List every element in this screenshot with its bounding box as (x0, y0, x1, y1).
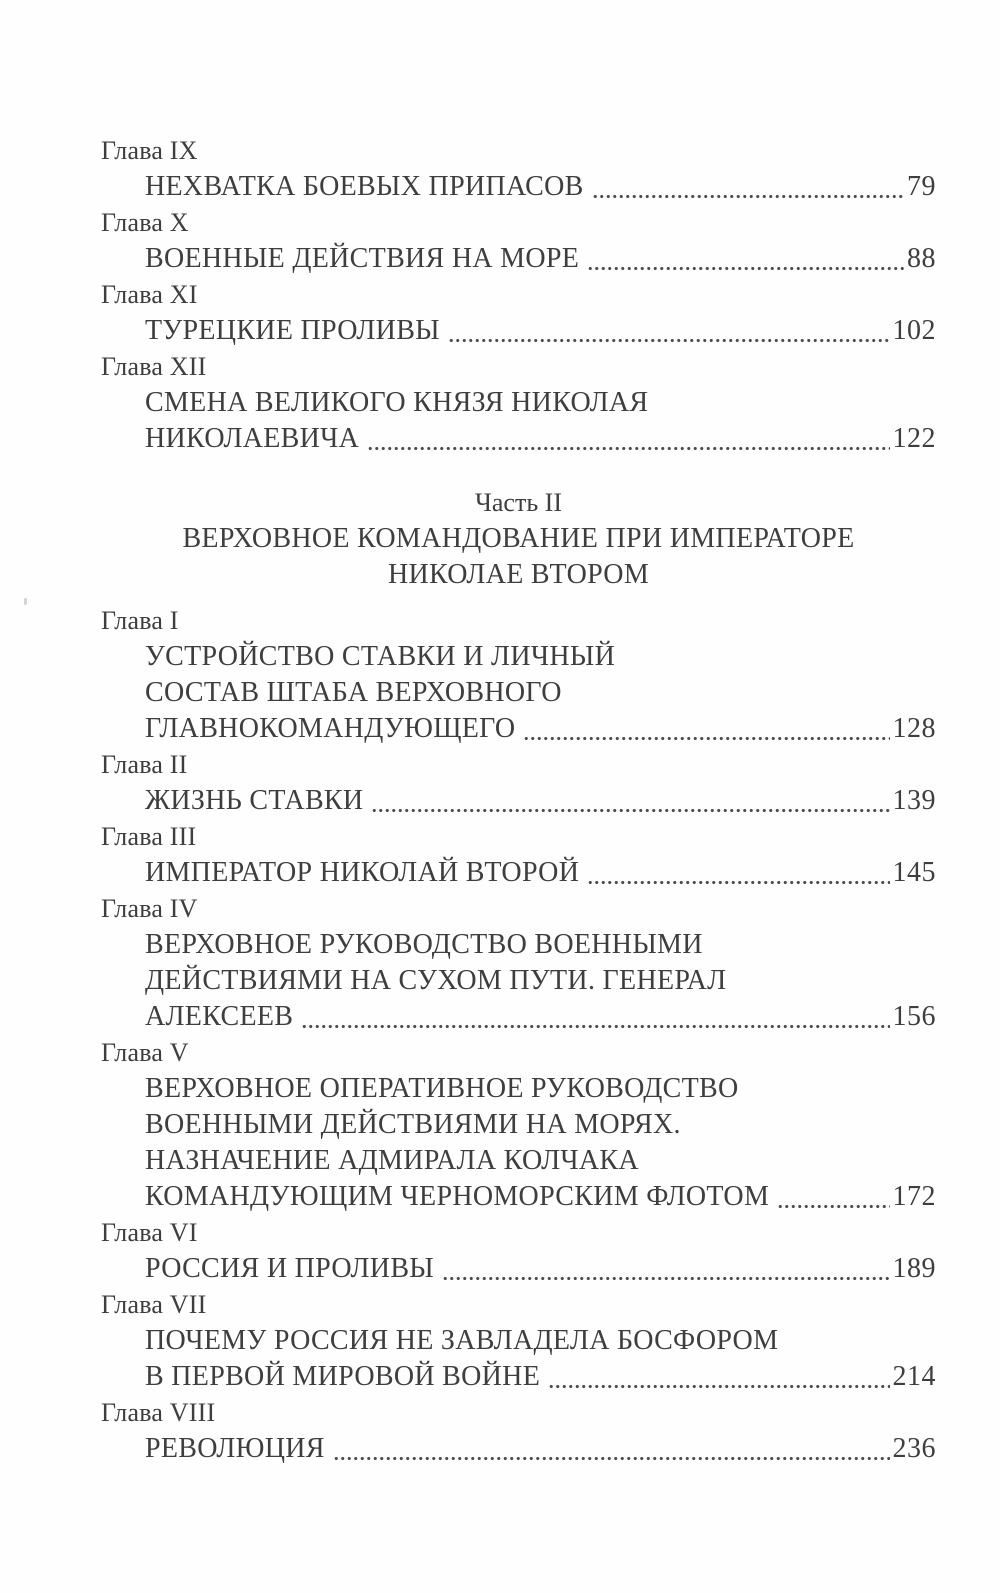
chapter-title-line (101, 783, 936, 819)
chapter-caption: Глава XI (101, 280, 198, 309)
chapter-title-text: ВЕРХОВНОЕ ОПЕРАТИВНОЕ РУКОВОДСТВО (145, 1073, 739, 1104)
dot-leader (442, 1276, 889, 1281)
page-number: 102 (892, 315, 936, 346)
chapter-title-text: ВОЕННЫЕ ДЕЙСТВИЯ НА МОРЕ (145, 243, 580, 274)
chapter-caption: Глава V (101, 1038, 189, 1067)
chapter-caption: Глава I (101, 606, 179, 635)
chapter-title-text: ТУРЕЦКИЕ ПРОЛИВЫ (145, 315, 440, 346)
chapter-title-line (101, 963, 936, 999)
page-number: 172 (892, 1181, 936, 1212)
dot-leader (523, 736, 889, 741)
chapter-title-line (101, 241, 936, 277)
chapter-caption: Глава VII (101, 1290, 207, 1319)
dot-leader (548, 1384, 889, 1389)
chapter-title-text: УСТРОЙСТВО СТАВКИ И ЛИЧНЫЙ (145, 641, 616, 672)
chapter-title-line (101, 1359, 936, 1395)
chapter-title-line (101, 1143, 936, 1179)
dot-leader (587, 880, 889, 885)
part-label: Часть II (474, 488, 562, 517)
chapter-title-text: СМЕНА ВЕЛИКОГО КНЯЗЯ НИКОЛАЯ (145, 387, 649, 418)
chapter-title-line (101, 711, 936, 747)
chapter-title-line (101, 999, 936, 1035)
chapter-title-line (101, 855, 936, 891)
chapter-title-text: СОСТАВ ШТАБА ВЕРХОВНОГО (145, 677, 562, 708)
dot-leader (587, 266, 904, 271)
dot-leader (448, 338, 890, 343)
page-number: 128 (892, 713, 936, 744)
chapter-title-line (101, 927, 936, 963)
chapter-title-text: ВОЕННЫМИ ДЕЙСТВИЯМИ НА МОРЯХ. (145, 1109, 681, 1140)
chapter-caption: Глава IX (101, 136, 198, 165)
table-of-contents (101, 133, 936, 1467)
dot-leader (367, 446, 889, 451)
chapter-caption: Глава II (101, 750, 188, 779)
page-number: 145 (892, 857, 936, 888)
page-number: 139 (892, 785, 936, 816)
page-number: 122 (892, 423, 936, 454)
dot-leader (592, 194, 904, 199)
chapter-caption: Глава VIII (101, 1398, 216, 1427)
chapter-title-line (101, 1251, 936, 1287)
page-number: 88 (907, 243, 936, 274)
chapter-title-text: АЛЕКСЕЕВ (145, 1001, 294, 1032)
chapter-title-text: РОССИЯ И ПРОЛИВЫ (145, 1253, 435, 1284)
chapter-title-text: ДЕЙСТВИЯМИ НА СУХОМ ПУТИ. ГЕНЕРАЛ (145, 965, 727, 996)
dot-leader (371, 808, 889, 813)
chapter-title-line (101, 1071, 936, 1107)
chapter-title-line (101, 313, 936, 349)
page-number: 79 (907, 171, 936, 202)
chapter-title-line (101, 675, 936, 711)
chapter-title-line (101, 421, 936, 457)
chapter-caption: Глава XII (101, 352, 207, 381)
chapter-title-text: ИМПЕРАТОР НИКОЛАЙ ВТОРОЙ (145, 857, 580, 888)
chapter-title-text: КОМАНДУЮЩИМ ЧЕРНОМОРСКИМ ФЛОТОМ (145, 1181, 770, 1212)
part-heading (101, 485, 936, 593)
dot-leader (777, 1204, 889, 1209)
dot-leader (301, 1024, 889, 1029)
chapter-title-line (101, 1323, 936, 1359)
chapter-title-line (101, 1107, 936, 1143)
scan-artifact-speck (24, 598, 27, 605)
chapter-title-line (101, 639, 936, 675)
chapter-title-text: НЕХВАТКА БОЕВЫХ ПРИПАСОВ (145, 171, 584, 202)
chapter-title-text: ГЛАВНОКОМАНДУЮЩЕГО (145, 713, 516, 744)
chapter-title-text: НИКОЛАЕВИЧА (145, 423, 360, 454)
page-number: 236 (892, 1433, 936, 1464)
chapter-title-text: ЖИЗНЬ СТАВКИ (145, 785, 364, 816)
chapter-title-line (101, 1179, 936, 1215)
chapter-title-text: ПОЧЕМУ РОССИЯ НЕ ЗАВЛАДЕЛА БОСФОРОМ (145, 1325, 779, 1356)
chapter-title-line (101, 169, 936, 205)
page-number: 214 (892, 1361, 936, 1392)
page-number: 156 (892, 1001, 936, 1032)
dot-leader (333, 1456, 890, 1461)
chapter-title-text: РЕВОЛЮЦИЯ (145, 1433, 325, 1464)
chapter-caption: Глава III (101, 822, 197, 851)
part-title-line: НИКОЛАЕ ВТОРОМ (387, 559, 650, 590)
part-title-line: ВЕРХОВНОЕ КОМАНДОВАНИЕ ПРИ ИМПЕРАТОРЕ (182, 523, 855, 554)
chapter-caption: Глава IV (101, 894, 198, 923)
chapter-title-text: ВЕРХОВНОЕ РУКОВОДСТВО ВОЕННЫМИ (145, 929, 703, 960)
chapter-caption: Глава X (101, 208, 189, 237)
chapter-title-text: В ПЕРВОЙ МИРОВОЙ ВОЙНЕ (145, 1361, 541, 1392)
chapter-title-line (101, 1431, 936, 1467)
chapter-title-line (101, 385, 936, 421)
page-number: 189 (892, 1253, 936, 1284)
chapter-caption: Глава VI (101, 1218, 198, 1247)
chapter-title-text: НАЗНАЧЕНИЕ АДМИРАЛА КОЛЧАКА (145, 1145, 639, 1176)
